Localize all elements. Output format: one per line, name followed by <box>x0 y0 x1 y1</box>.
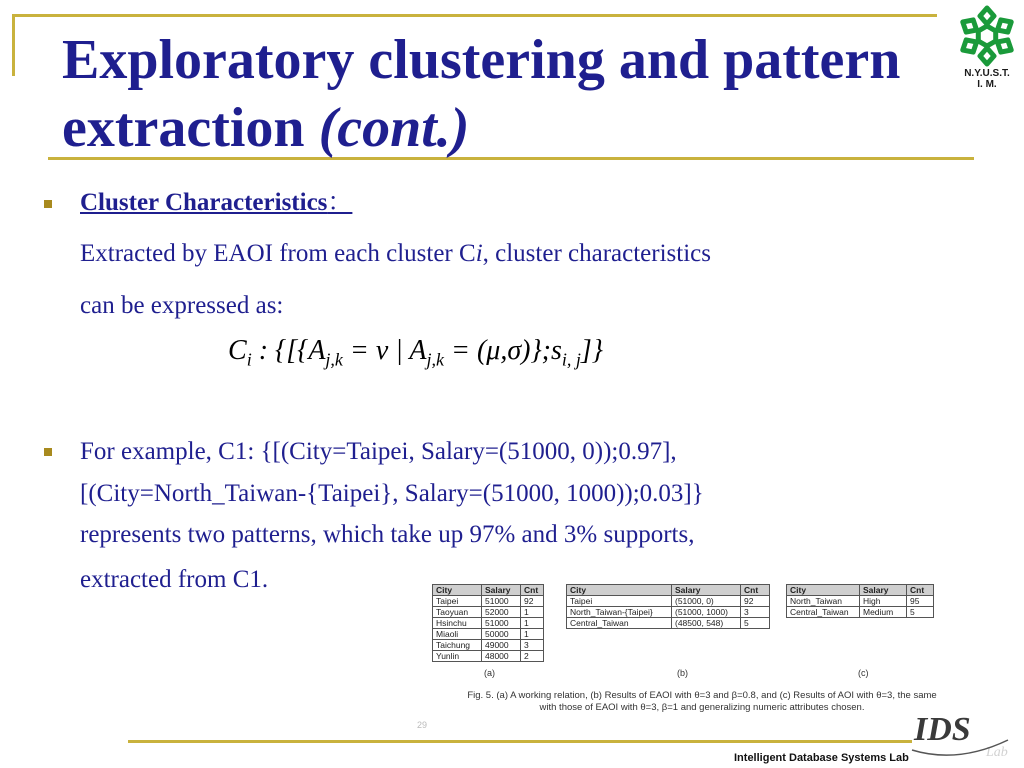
table-cell: Taipei <box>433 596 482 607</box>
column-header: City <box>567 585 672 596</box>
table-cell: North_Taiwan <box>787 596 860 607</box>
section-heading-colon: ： <box>327 189 353 216</box>
table-c <box>786 584 934 618</box>
table-row <box>433 629 544 640</box>
section1-line1-b: , cluster characteristics <box>482 240 711 267</box>
table-cell: Hsinchu <box>433 618 482 629</box>
column-header: Cnt <box>741 585 770 596</box>
table-cell: Taichung <box>433 640 482 651</box>
example-line2: [(City=North_Taiwan-{Taipei}, Salary=(51000, 1000));0.03]} <box>80 480 704 507</box>
table-row <box>433 618 544 629</box>
figure-caption-line2: with those of EAOI with θ=3, β=1 and generalizing numeric attributes chosen. <box>539 702 865 713</box>
formula-part4: ]} <box>580 335 603 366</box>
table-cell: 48000 <box>482 651 521 662</box>
section-heading: Cluster Characteristics <box>80 189 328 216</box>
table-cell: Miaoli <box>433 629 482 640</box>
table-cell: Medium <box>860 607 907 618</box>
table-cell: 92 <box>521 596 544 607</box>
section1-line1 <box>80 241 711 267</box>
table-cell: (51000, 0) <box>672 596 741 607</box>
formula-a-sub2: j,k <box>426 349 445 370</box>
table-cell: (48500, 548) <box>672 618 741 629</box>
column-header: Salary <box>482 585 521 596</box>
table-cell: Central_Taiwan <box>787 607 860 618</box>
table-cell: Taipei <box>567 596 672 607</box>
table-cell: Central_Taiwan <box>567 618 672 629</box>
section1-line2: can be expressed as: <box>80 292 284 319</box>
table-cell: North_Taiwan-{Taipei} <box>567 607 672 618</box>
column-header: Salary <box>860 585 907 596</box>
slide-title <box>62 26 932 162</box>
svg-text:Lab: Lab <box>986 745 1008 760</box>
column-header: Salary <box>672 585 741 596</box>
lab-footer: Intelligent Database Systems Lab <box>734 752 909 764</box>
table-a-label: (a) <box>484 668 495 678</box>
column-header: City <box>787 585 860 596</box>
table-c-label: (c) <box>858 668 869 678</box>
section1-line1-a: Extracted by EAOI from each cluster C <box>80 240 476 267</box>
table-b-label: (b) <box>677 668 688 678</box>
section1-line1-italic: i <box>475 240 483 267</box>
table-cell: High <box>860 596 907 607</box>
table-cell: 92 <box>741 596 770 607</box>
formula-part2: = v | A <box>342 335 427 366</box>
formula-part1: : {[{A <box>251 335 326 366</box>
table-cell: 3 <box>521 640 544 651</box>
column-header: Cnt <box>907 585 934 596</box>
table-cell: 3 <box>741 607 770 618</box>
table-b <box>566 584 770 629</box>
table-cell: 51000 <box>482 596 521 607</box>
column-header: Cnt <box>521 585 544 596</box>
table-cell: 50000 <box>482 629 521 640</box>
table-row <box>787 596 934 607</box>
formula-c: C <box>228 335 247 366</box>
formula-s-sub: i, j <box>561 349 581 370</box>
formula-a-sub1: j,k <box>325 349 343 370</box>
table-row <box>567 596 770 607</box>
table-cell: (51000, 1000) <box>672 607 741 618</box>
table-cell: 1 <box>521 629 544 640</box>
figure-caption-line1: Fig. 5. (a) A working relation, (b) Results of EAOI with θ=3 and β=0.8, and (c) Results of AOI with θ=3, the same <box>467 690 937 701</box>
example-line3: represents two patterns, which take up 97% and 3% supports, <box>80 521 695 548</box>
table-cell: 49000 <box>482 640 521 651</box>
table-cell: 1 <box>521 607 544 618</box>
ids-lab-logo-icon <box>908 706 1020 762</box>
table-cell: 5 <box>741 618 770 629</box>
table-cell: 95 <box>907 596 934 607</box>
cluster-formula <box>228 335 603 371</box>
table-cell: 52000 <box>482 607 521 618</box>
left-frame-rule <box>12 14 15 76</box>
table-cell: Taoyuan <box>433 607 482 618</box>
page-number: 29 <box>417 720 428 730</box>
bottom-frame-rule <box>128 740 912 743</box>
logo-line1: N.Y.U.S.T. <box>964 68 1010 79</box>
example-line1: For example, C1: {[(City=Taipei, Salary=(51000, 0));0.97], <box>80 438 677 465</box>
title-cont: (cont.) <box>318 97 470 159</box>
table-row <box>787 607 934 618</box>
title-main: Exploratory clustering and pattern extraction <box>62 29 901 159</box>
cluster-characteristics-heading <box>80 190 352 216</box>
table-row <box>433 640 544 651</box>
table-a <box>432 584 544 662</box>
bullet-square-icon <box>44 448 52 456</box>
svg-text:IDS: IDS <box>914 711 971 748</box>
formula-c-sub: i <box>246 349 252 370</box>
logo-line2: I. M. <box>977 79 997 90</box>
table-cell: Yunlin <box>433 651 482 662</box>
column-header: City <box>433 585 482 596</box>
table-cell: 2 <box>521 651 544 662</box>
formula-part3: = (μ,σ)};s <box>444 335 562 366</box>
table-row <box>567 618 770 629</box>
table-cell: 5 <box>907 607 934 618</box>
bullet-square-icon <box>44 200 52 208</box>
table-row <box>433 607 544 618</box>
figure-caption <box>432 690 972 714</box>
table-row <box>433 651 544 662</box>
university-logo <box>952 4 1022 94</box>
top-frame-rule <box>12 14 937 17</box>
example-line4: extracted from C1. <box>80 566 269 593</box>
snowflake-emblem-icon <box>955 4 1019 68</box>
table-cell: 51000 <box>482 618 521 629</box>
table-row <box>567 607 770 618</box>
table-row <box>433 596 544 607</box>
table-cell: 1 <box>521 618 544 629</box>
